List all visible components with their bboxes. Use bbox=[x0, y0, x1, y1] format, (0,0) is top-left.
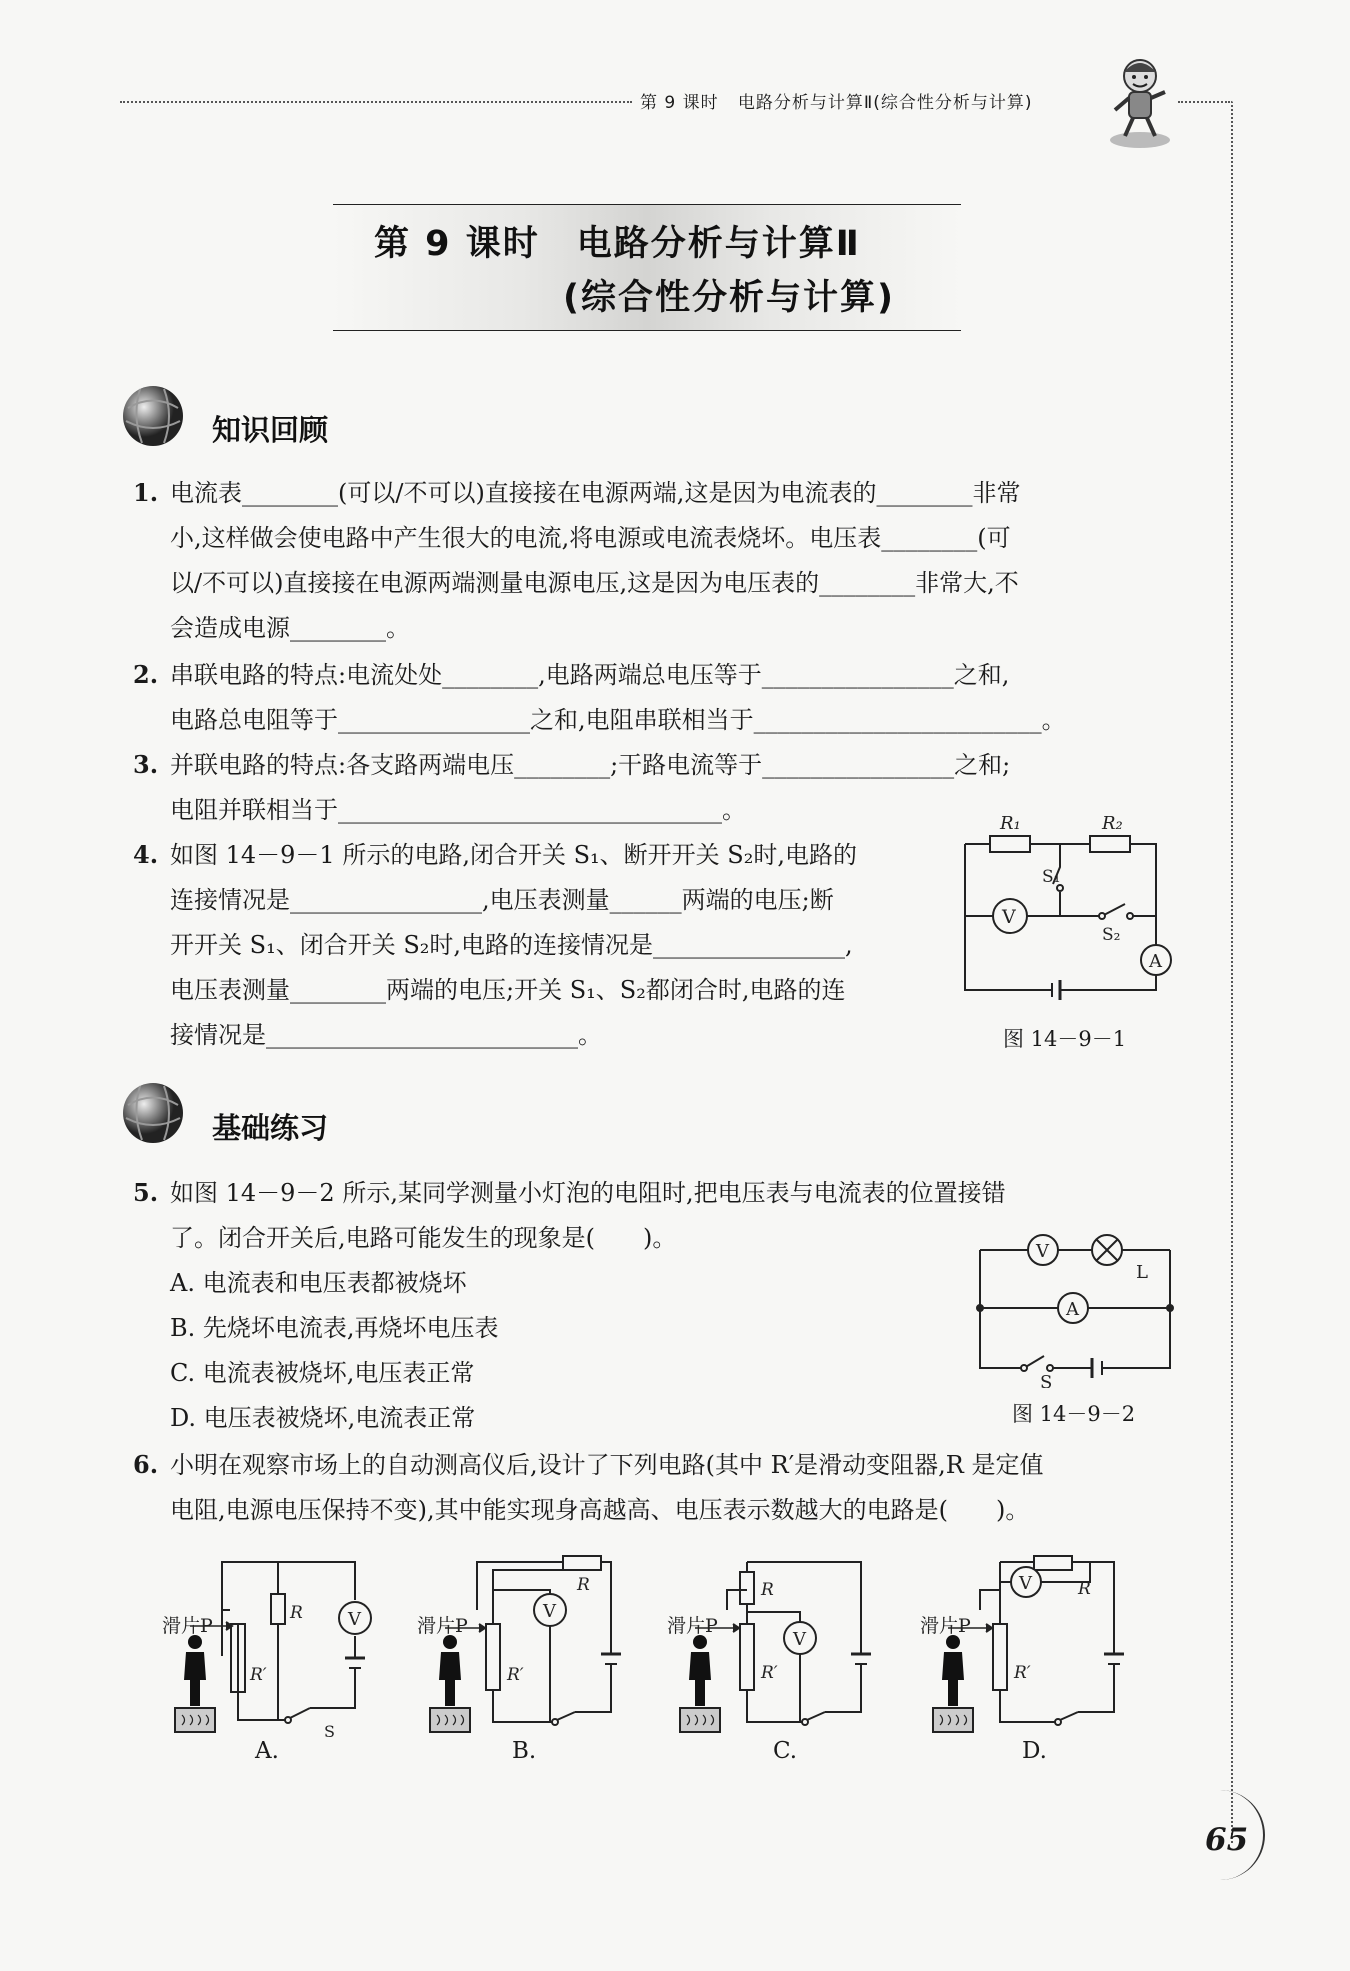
question-number: 6. bbox=[133, 1450, 159, 1479]
running-header bbox=[640, 88, 1032, 113]
header-dotted-line-right bbox=[1178, 101, 1230, 103]
r-label: R bbox=[761, 1580, 774, 1600]
header-title: 电路分析与计算Ⅱ(综合性分析与计算) bbox=[737, 93, 1033, 113]
slider-label: 滑片P bbox=[667, 1615, 718, 1637]
r-label: R bbox=[290, 1603, 303, 1623]
q4-line: 连接情况是________________,电压表测量______两端的电压;断 bbox=[170, 886, 834, 914]
header-dotted-line bbox=[120, 101, 632, 103]
voltmeter-label: V bbox=[1019, 1573, 1032, 1594]
question-number: 1. bbox=[133, 478, 159, 507]
figure-caption: 图 14－9－2 bbox=[1012, 1402, 1136, 1426]
slider-label: 滑片P bbox=[162, 1615, 213, 1637]
q5-option: D. 电压表被烧坏,电流表正常 bbox=[170, 1404, 476, 1432]
voltmeter-label: V bbox=[793, 1629, 806, 1650]
q1-line: 电流表________(可以/不可以)直接接在电源两端,这是因为电流表的________非常 bbox=[170, 479, 1021, 507]
circuit-diagram-14-9-1 bbox=[960, 812, 1180, 1012]
ammeter-label: A bbox=[1066, 1299, 1079, 1320]
q2-line: 电路总电阻等于________________之和,电阻串联相当于________________________。 bbox=[170, 706, 1066, 734]
q5-option: A. 电流表和电压表都被烧坏 bbox=[170, 1269, 467, 1297]
s2-label: S₂ bbox=[1102, 925, 1121, 945]
mascot-icon bbox=[1105, 52, 1175, 150]
question-number: 4. bbox=[133, 840, 159, 869]
rprime-label: R′ bbox=[250, 1665, 267, 1685]
q5-line: 了。闭合开关后,电路可能发生的现象是( )。 bbox=[170, 1224, 677, 1252]
question-number: 5. bbox=[133, 1178, 159, 1207]
page-subtitle: (综合性分析与计算) bbox=[563, 278, 895, 318]
question-number: 3. bbox=[133, 750, 159, 779]
page-title: 第 9 课时 电路分析与计算Ⅱ bbox=[374, 224, 861, 264]
voltmeter-label: V bbox=[348, 1609, 361, 1630]
circuit-diagram-14-9-2 bbox=[972, 1228, 1182, 1388]
q4-line: 开开关 S₁、闭合开关 S₂时,电路的连接情况是________________, bbox=[170, 931, 853, 959]
rprime-label: R′ bbox=[761, 1663, 778, 1683]
switch-label: S bbox=[1040, 1372, 1053, 1388]
page-number: 65 bbox=[1205, 1822, 1249, 1858]
q3-line: 电阻并联相当于________________________________。 bbox=[170, 796, 746, 824]
slider-label: 滑片P bbox=[417, 1615, 468, 1637]
r1-label: R₁ bbox=[1000, 813, 1021, 834]
q3-line: 并联电路的特点:各支路两端电压________;干路电流等于________________之和; bbox=[170, 751, 1011, 779]
circuit-option-d bbox=[918, 1550, 1138, 1740]
rprime-label: R′ bbox=[1014, 1663, 1031, 1683]
side-dotted-border bbox=[1231, 101, 1233, 1843]
voltmeter-label: V bbox=[1002, 906, 1016, 928]
slider-label: 滑片P bbox=[920, 1615, 971, 1637]
q4-line: 如图 14－9－1 所示的电路,闭合开关 S₁、断开开关 S₂时,电路的 bbox=[170, 841, 857, 869]
lamp-label: L bbox=[1136, 1262, 1148, 1283]
question-number: 2. bbox=[133, 660, 159, 689]
figure-caption: 图 14－9－1 bbox=[1003, 1027, 1127, 1051]
rprime-label: R′ bbox=[507, 1665, 524, 1685]
r-label: R bbox=[577, 1575, 590, 1595]
q2-line: 串联电路的特点:电流处处________,电路两端总电压等于________________之和, bbox=[170, 661, 1010, 689]
section-title-review: 知识回顾 bbox=[212, 413, 329, 447]
q5-option: B. 先烧坏电流表,再烧坏电压表 bbox=[170, 1314, 499, 1342]
q1-line: 以/不可以)直接接在电源两端测量电源电压,这是因为电压表的________非常大,不 bbox=[170, 569, 1019, 597]
choice-label: A. bbox=[255, 1738, 279, 1764]
voltmeter-label: V bbox=[543, 1601, 556, 1622]
globe-icon bbox=[120, 1080, 186, 1146]
q6-line: 小明在观察市场上的自动测高仪后,设计了下列电路(其中 R′是滑动变阻器,R 是定值 bbox=[170, 1451, 1044, 1479]
q4-line: 电压表测量________两端的电压;开关 S₁、S₂都闭合时,电路的连 bbox=[170, 976, 846, 1004]
switch-label: S bbox=[324, 1722, 335, 1740]
choice-label: B. bbox=[512, 1738, 537, 1764]
circuit-option-c bbox=[665, 1550, 885, 1740]
voltmeter-label: V bbox=[1036, 1241, 1049, 1262]
q6-line: 电阻,电源电压保持不变),其中能实现身高越高、电压表示数越大的电路是( )。 bbox=[170, 1496, 1030, 1524]
circuit-option-b bbox=[415, 1550, 635, 1740]
ammeter-label: A bbox=[1149, 951, 1162, 972]
q5-line: 如图 14－9－2 所示,某同学测量小灯泡的电阻时,把电压表与电流表的位置接错 bbox=[170, 1179, 1006, 1207]
r-label: R bbox=[1078, 1579, 1091, 1599]
q1-line: 会造成电源________。 bbox=[170, 614, 410, 642]
section-title-practice: 基础练习 bbox=[212, 1111, 329, 1145]
choice-label: D. bbox=[1022, 1738, 1047, 1764]
q1-line: 小,这样做会使电路中产生很大的电流,将电源或电流表烧坏。电压表________(可 bbox=[170, 524, 1011, 552]
s1-label: S₁ bbox=[1042, 867, 1061, 887]
r2-label: R₂ bbox=[1102, 813, 1123, 834]
q4-line: 接情况是__________________________。 bbox=[170, 1021, 602, 1049]
globe-icon bbox=[120, 383, 186, 449]
circuit-option-a bbox=[160, 1550, 380, 1740]
header-lesson: 第 9 课时 bbox=[640, 93, 719, 113]
q5-option: C. 电流表被烧坏,电压表正常 bbox=[170, 1359, 475, 1387]
choice-label: C. bbox=[773, 1738, 798, 1764]
